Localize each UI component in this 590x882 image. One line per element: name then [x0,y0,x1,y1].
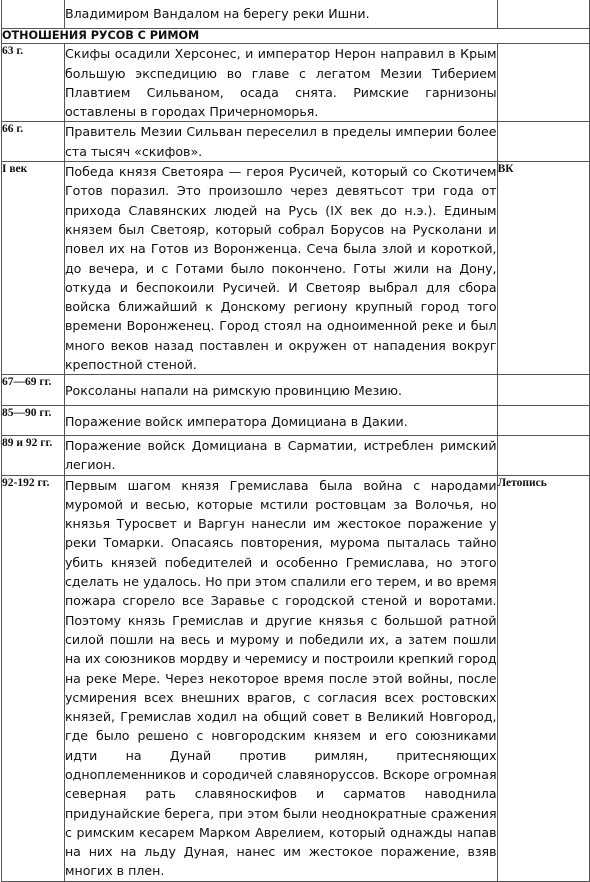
event-text: Роксоланы напали на римскую провинцию Мезию. [64,375,497,405]
date-cell: 85—90 гг. [2,405,65,435]
table-row [2,435,590,475]
table-row [2,475,590,881]
source-cell [497,44,589,122]
date-cell: 66 г. [2,122,65,162]
event-text: Первым шагом князя Гремислава была война с народами муромой и весью, которые мстили ростовцам за Волочья, но князья Туросвет и Варгун нанесли им жестокое поражение у реки Томарки. Опасаясь повторения, мурома пыталась тайно убить князей победителей и особенно Гремислава, но этого сделать не удалось. Но при этом спалили его терем, и во время пожара сгорело все Заравье с городской стеной и воротами. Поэтому князь Гремислав и другие князья с большой ратной силой пошли на весь и мурому и победили их, а затем пошли на их союзников мордву и черемису и построили крепкий город на реке Мере. Через некоторое время после этой войны, после усмирения всех внешних врагов, с согласия всех ростовских князей, Гремислав ходил на общий совет в Великий Новгород, где было решено с новгородским князем и его союзниками идти на Дунай против римлян, притесняющих одноплеменников и сородичей славяноруссов. Вскоре огромная северная рать славяноскифов и сарматов наводнила придунайские берега, при этом были неоднократные сражения с римским кесарем Марком Аврелием, который однажды напав на них на льду Дуная, нанес им жестокое поражение, взяв многих в плен. [64,475,497,881]
date-cell [2,0,65,29]
date-cell: I век [2,162,65,375]
event-text: Владимиром Вандалом на берегу реки Ишни. [64,0,497,29]
date-cell: 67—69 гг. [2,375,65,405]
source-cell: ВК [497,162,589,375]
source-cell [497,0,589,29]
event-text: Победа князя Светояра — героя Русичей, который со Скотичем Готов поразил. Это произошло через девятьсот три года от прихода Славянских людей на Русь (IX век до н.э.). Единым князем был Светояр, который собрал Борусов на Русколани и повел их на Готов из Воронженца. Сеча была злой и короткой, до вечера, и с Готами было покончено. Готы жили на Дону, откуда и беспокоили Русичей. И Светояр выбрал для сбора войска ближайший к Донскому региону крупный город того времени Воронженец. Город стоял на одноименной реке и был много веков назад поставлен и окружен от нападения вокруг крепостной стеной. [64,162,497,375]
source-cell [497,122,589,162]
date-cell: 63 г. [2,44,65,122]
table-row [2,44,590,122]
event-text: Поражение войск императора Домициана в Дакии. [64,405,497,435]
chronology-table [1,0,590,882]
source-cell [497,405,589,435]
date-cell: 89 и 92 гг. [2,435,65,475]
section-title: ОТНОШЕНИЯ РУСОВ С РИМОМ [2,29,590,44]
table-row [2,405,590,435]
section-header-row [2,29,590,44]
event-text: Поражение войск Домициана в Сарматии, истреблен римский легион. [64,435,497,475]
table-row [2,375,590,405]
table-row [2,0,590,29]
source-cell [497,375,589,405]
date-cell: 92-192 гг. [2,475,65,881]
event-text: Скифы осадили Херсонес, и император Нерон направил в Крым большую экспедицию во главе с легатом Мезии Тиберием Плавтием Сильваном, осада снята. Римские гарнизоны оставлены в городах Причерноморья. [64,44,497,122]
source-cell: Летопись [497,475,589,881]
source-cell [497,435,589,475]
table-row [2,162,590,375]
event-text: Правитель Мезии Сильван переселил в пределы империи более ста тысяч «скифов». [64,122,497,162]
table-row [2,122,590,162]
